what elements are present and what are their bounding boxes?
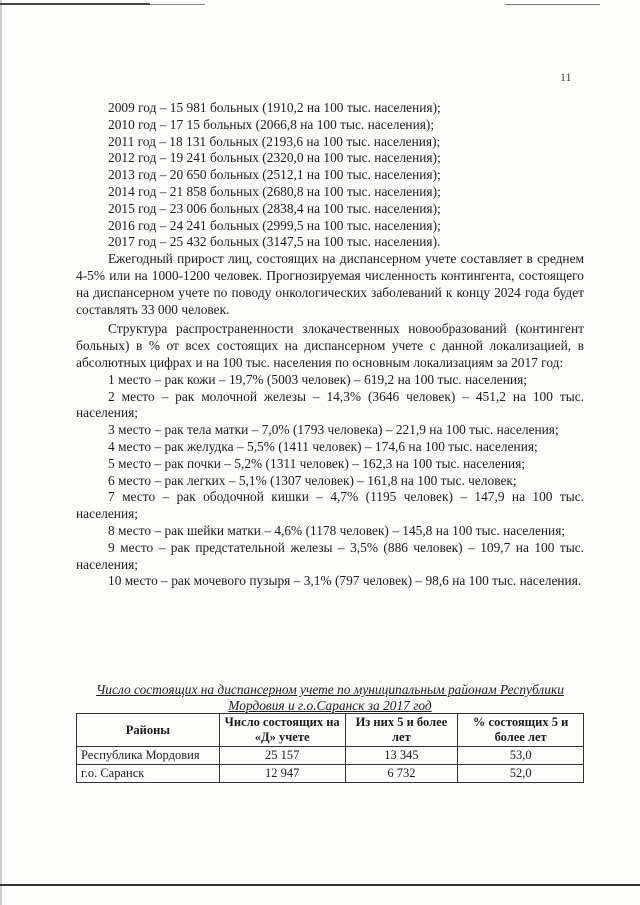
cell-percent: 53,0	[458, 747, 584, 765]
header-cell-registered: Число состоящих на «Д» учете	[219, 714, 345, 747]
registry-table	[76, 713, 584, 783]
rank-item: 3 место – рак тела матки – 7,0% (1793 человека) – 221,9 на 100 тыс. населения;	[108, 422, 559, 438]
table-row	[77, 747, 584, 765]
year-line: 2014 год – 21 858 больных (2680,8 на 100 тыс. населения);	[108, 183, 441, 199]
table-row	[77, 765, 584, 783]
cell-registered: 12 947	[219, 765, 345, 783]
year-line: 2015 год – 23 006 больных (2838,4 на 100 тыс. населения);	[108, 200, 441, 216]
header-cell-five-years: Из них 5 и более лет	[345, 714, 458, 747]
year-line: 2011 год – 18 131 больных (2193,6 на 100 тыс. населения);	[108, 133, 441, 149]
paragraph-structure: Структура распространенности злокачественных новообразований (контингент больных) в % от всех состоящих на диспансерном учете с данной локализацией, в абсолютных цифрах и на 100 тыс. населения по основным локализациям за 2017 год:	[76, 321, 584, 370]
rank-item: 2 место – рак молочной железы – 14,3% (3646 человек) – 451,2 на 100 тыс. населения;	[76, 388, 584, 421]
scan-artifact-top-right	[505, 4, 600, 5]
cell-percent: 52,0	[458, 765, 584, 783]
page-number: 11	[560, 70, 572, 84]
scan-artifact-top-mid	[150, 4, 205, 5]
document-body	[76, 100, 584, 590]
cell-registered: 25 157	[219, 747, 345, 765]
year-line: 2013 год – 20 650 больных (2512,1 на 100 тыс. населения);	[108, 167, 441, 183]
rank-item: 7 место – рак ободочной кишки – 4,7% (1195 человек) – 147,9 на 100 тыс. населения;	[76, 489, 584, 522]
cell-five-years: 6 732	[345, 765, 458, 783]
cell-five-years: 13 345	[345, 747, 458, 765]
year-line: 2012 год – 19 241 больных (2320,0 на 100 тыс. населения);	[108, 150, 441, 166]
cell-district: г.о. Саранск	[77, 765, 220, 783]
scan-artifact-bottom	[0, 884, 640, 886]
header-cell-percent: % состоящих 5 и более лет	[458, 714, 584, 747]
year-line: 2016 год – 24 241 больных (2999,5 на 100 тыс. населения);	[108, 217, 441, 233]
header-cell-districts: Районы	[77, 714, 220, 747]
rank-item: 1 место – рак кожи – 19,7% (5003 человек) – 619,2 на 100 тыс. населения;	[108, 371, 527, 387]
rank-item: 8 место – рак шейки матки – 4,6% (1178 человек) – 145,8 на 100 тыс. населения;	[108, 522, 566, 538]
scan-artifact-top-left	[0, 3, 150, 5]
rank-item: 6 место – рак легких – 5,1% (1307 человек) – 161,8 на 100 тыс. человек;	[108, 472, 517, 488]
table-header-row	[77, 714, 584, 747]
rank-item: 9 место – рак предстательной железы – 3,5% (886 человек) – 109,7 на 100 тыс. населения;	[76, 539, 584, 572]
rank-item: 5 место – рак почки – 5,2% (1311 человек) – 162,3 на 100 тыс. населения;	[108, 455, 526, 471]
year-line: 2009 год – 15 981 больных (1910,2 на 100 тыс. населения);	[108, 100, 441, 115]
paragraph-growth: Ежегодный прирост лиц, состоящих на диспансерном учете составляет в среднем 4-5% или на 1000-1200 человек. Прогнозируемая численность контингента, состоящего на диспансерном учете по поводу онкологических заболеваний к концу 2024 года будет составлять 33 000 человек.	[76, 251, 584, 317]
cell-district: Республика Мордовия	[77, 747, 220, 765]
year-line: 2010 год – 17 15 больных (2066,8 на 100 тыс. населения);	[108, 116, 435, 132]
rank-item: 4 место – рак желудка – 5,5% (1411 человек) – 174,6 на 100 тыс. населения;	[108, 438, 538, 454]
scan-edge-left	[0, 0, 2, 905]
table-caption: Число состоящих на диспансерном учете по муниципальным районам Республики Мордовия и г.о.Саранск за 2017 год	[96, 682, 564, 713]
year-line: 2017 год – 25 432 больных (3147,5 на 100 тыс. населения).	[108, 234, 441, 250]
rank-item: 10 место – рак мочевого пузыря – 3,1% (797 человек) – 98,6 на 100 тыс. населения.	[108, 573, 582, 589]
